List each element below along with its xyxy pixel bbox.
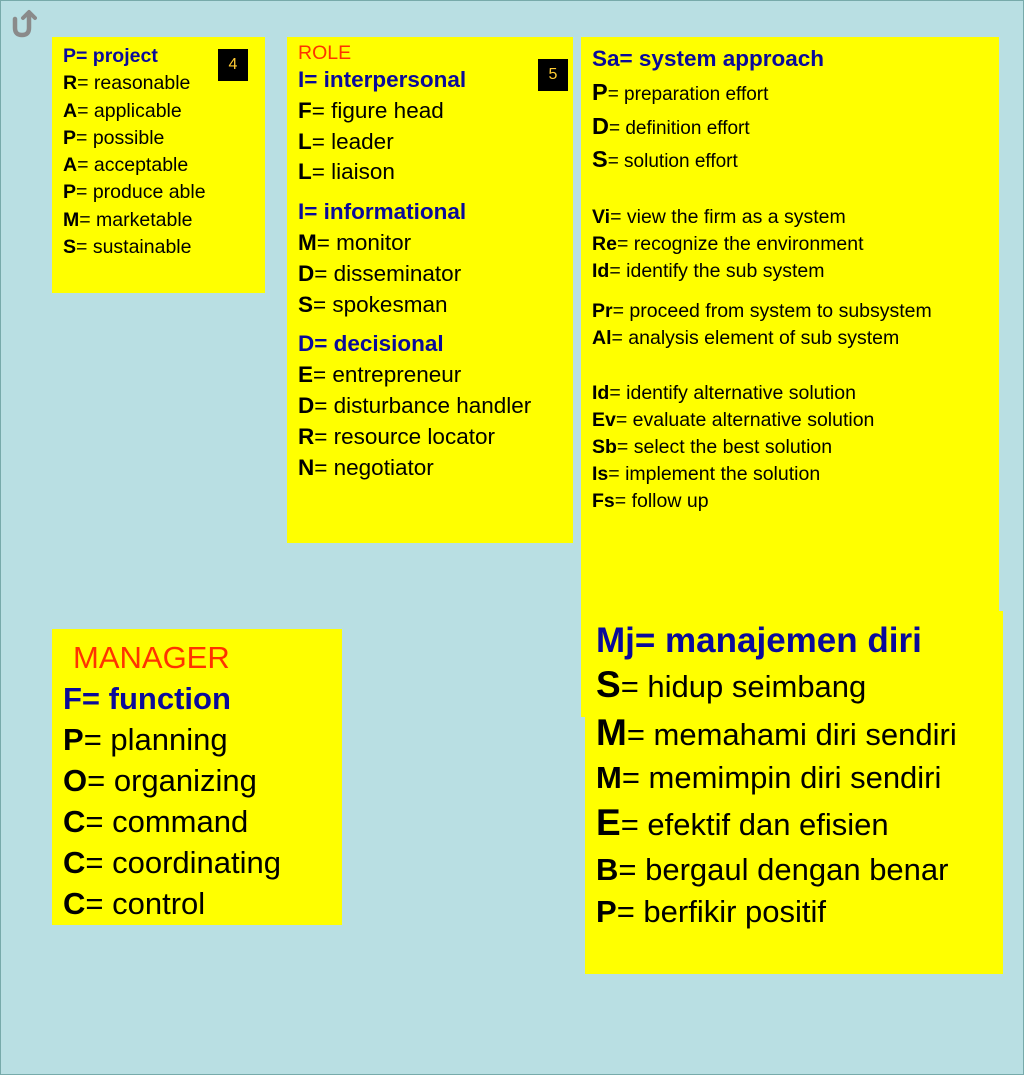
self-management-heading: Mj= manajemen diri [596,621,922,660]
system-heading: Sa= system approach [592,46,824,71]
list-item: S= hidup seimbang [596,664,867,705]
list-item: Al= analysis element of sub system [592,327,900,350]
list-item: P= planning [63,722,228,757]
project-heading: P= project [63,45,158,67]
list-item: C= control [63,886,206,921]
manager-box [52,629,342,925]
self-management-box [585,611,1003,974]
slide-badge-4[interactable]: 4 [218,49,248,81]
list-item: S= spokesman [298,291,448,317]
list-item: P= possible [63,126,165,149]
list-item: D= disseminator [298,260,462,286]
group-heading: D= decisional [298,331,444,357]
list-item: L= leader [298,128,394,154]
back-arrow-icon[interactable] [7,9,37,39]
list-item: S= solution effort [592,146,738,172]
list-item: P= produce able [63,181,206,204]
list-item: C= command [63,804,249,839]
list-item: M= monitor [298,229,412,255]
list-item: E= efektif dan efisien [596,802,889,843]
list-item: N= negotiator [298,454,434,480]
list-item: M= memahami diri sendiri [596,712,957,753]
list-item: E= entrepreneur [298,362,462,388]
list-item: O= organizing [63,763,257,798]
list-item: R= reasonable [63,72,191,95]
list-item: F= figure head [298,97,444,123]
list-item: C= coordinating [63,845,282,880]
list-item: A= applicable [63,99,182,122]
list-item: P= preparation effort [592,79,769,105]
function-heading: F= function [63,681,231,716]
list-item: B= bergaul dengan benar [596,852,949,887]
role-box [287,37,573,543]
list-item: P= berfikir positif [596,894,827,929]
list-item: Fs= follow up [592,490,709,513]
list-item: Vi= view the firm as a system [592,205,846,228]
list-item: M= memimpin diri sendiri [596,760,942,795]
list-item: L= liaison [298,159,395,185]
role-title: ROLE [298,42,352,64]
list-item: M= marketable [63,208,193,231]
list-item: Ev= evaluate alternative solution [592,408,875,431]
list-item: Pr= proceed from system to subsystem [592,300,932,323]
list-item: Is= implement the solution [592,463,821,486]
group-heading: I= informational [298,199,467,225]
list-item: A= acceptable [63,154,189,177]
list-item: Sb= select the best solution [592,435,833,458]
list-item: R= resource locator [298,423,495,449]
list-item: Id= identify alternative solution [592,381,856,404]
list-item: D= disturbance handler [298,392,532,418]
list-item: Id= identify the sub system [592,259,825,282]
list-item: Re= recognize the environment [592,232,864,255]
list-item: D= definition effort [592,112,750,139]
list-item: S= sustainable [63,236,192,259]
slide-badge-5[interactable]: 5 [538,59,568,91]
manager-title: MANAGER [73,640,230,675]
group-heading: I= interpersonal [298,67,467,92]
